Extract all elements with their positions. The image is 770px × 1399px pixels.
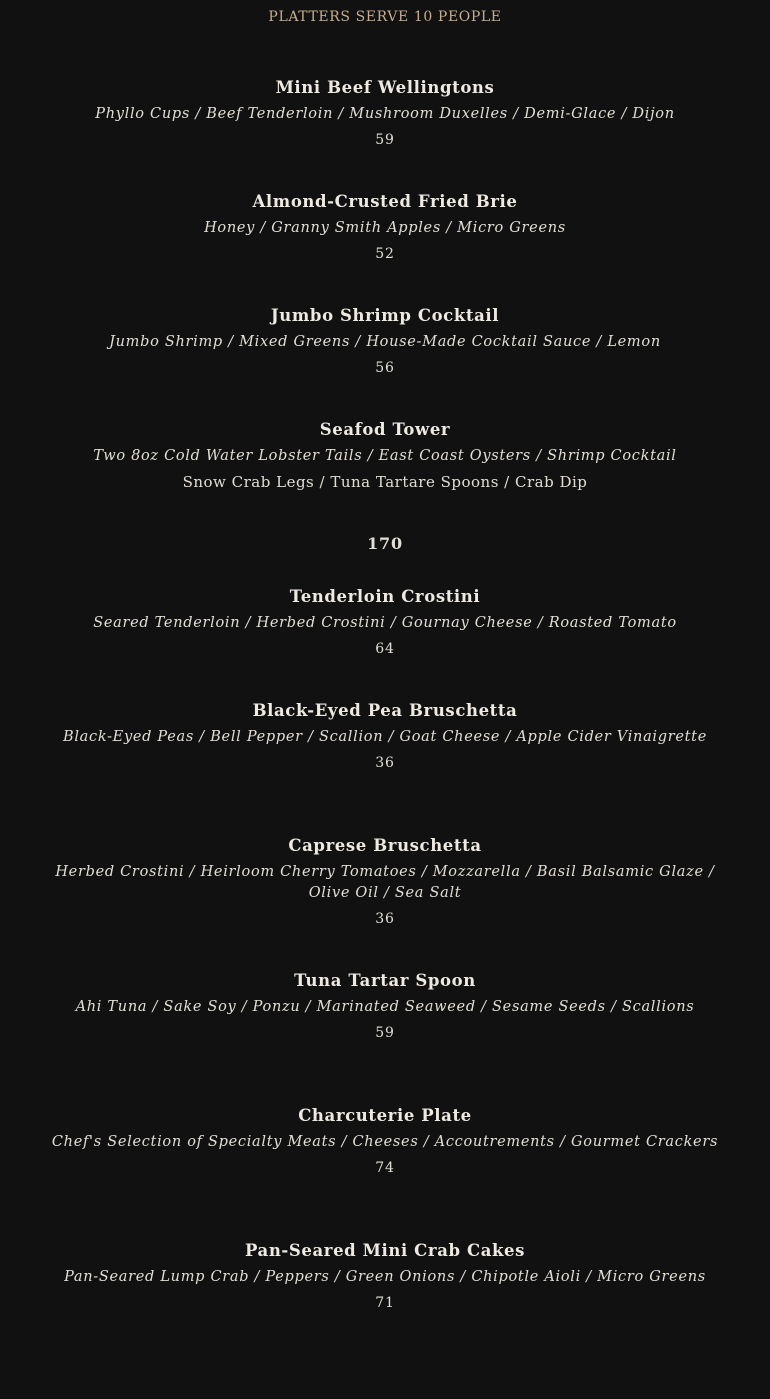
item-description: Phyllo Cups / Beef Tenderloin / Mushroom Duxelles / Demi-Glace / Dijon <box>95 106 675 122</box>
item-title: Charcuterie Plate <box>298 1106 472 1125</box>
item-description: Black-Eyed Peas / Bell Pepper / Scallion / Goat Cheese / Apple Cider Vinaigrette <box>62 729 707 745</box>
item-price: 74 <box>375 1160 395 1176</box>
item-price: 170 <box>367 534 403 553</box>
item-title: Tenderloin Crostini <box>289 587 481 606</box>
item-description: Chef's Selection of Specialty Meats / Cheeses / Accoutrements / Gourmet Crackers <box>51 1134 719 1150</box>
menu-item-tenderloin-crostini <box>50 587 720 658</box>
item-description: Jumbo Shrimp / Mixed Greens / House-Made Cocktail Sauce / Lemon <box>109 334 661 350</box>
item-description: Two 8oz Cold Water Lobster Tails / East Coast Oysters / Shrimp Cocktail <box>93 448 677 464</box>
menu-item-tuna-tartar-spoon <box>50 971 720 1042</box>
seafood-tower-price-row <box>50 535 720 553</box>
item-description: Honey / Granny Smith Apples / Micro Greens <box>204 220 566 236</box>
item-price: 59 <box>375 1025 395 1041</box>
item-title: Pan-Seared Mini Crab Cakes <box>244 1241 526 1260</box>
menu-item-shrimp-cocktail <box>50 306 720 377</box>
item-title: Mini Beef Wellingtons <box>275 78 495 97</box>
item-title: Black-Eyed Pea Bruschetta <box>252 701 518 720</box>
menu-item-caprese-bruschetta <box>50 836 720 928</box>
item-description: Pan-Seared Lump Crab / Peppers / Green Onions / Chipotle Aioli / Micro Greens <box>64 1269 706 1285</box>
item-title: Tuna Tartar Spoon <box>294 971 476 990</box>
menu-item-black-eyed-pea-bruschetta <box>50 701 720 772</box>
item-price: 71 <box>375 1295 395 1311</box>
item-title: Caprese Bruschetta <box>288 836 482 855</box>
menu-item-fried-brie <box>50 192 720 263</box>
item-description-secondary: Snow Crab Legs / Tuna Tartare Spoons / Crab Dip <box>182 473 588 491</box>
menu-item-mini-beef-wellingtons <box>50 78 720 149</box>
platters-header: PLATTERS SERVE 10 PEOPLE <box>268 9 502 25</box>
item-price: 59 <box>375 132 395 148</box>
item-description: Ahi Tuna / Sake Soy / Ponzu / Marinated Seaweed / Sesame Seeds / Scallions <box>75 999 695 1015</box>
item-description: Seared Tenderloin / Herbed Crostini / Gournay Cheese / Roasted Tomato <box>93 615 677 631</box>
item-price: 36 <box>375 755 395 771</box>
item-price: 36 <box>375 911 395 927</box>
item-price: 56 <box>375 360 395 376</box>
item-title: Jumbo Shrimp Cocktail <box>270 306 500 325</box>
menu-item-charcuterie-plate <box>50 1106 720 1177</box>
item-price: 64 <box>375 641 395 657</box>
item-title: Almond-Crusted Fried Brie <box>252 192 518 211</box>
menu-item-seafood-tower <box>50 420 720 493</box>
item-title: Seafod Tower <box>319 420 451 439</box>
item-price: 52 <box>375 246 395 262</box>
menu-item-mini-crab-cakes <box>50 1241 720 1312</box>
item-description: Herbed Crostini / Heirloom Cherry Tomatoes / Mozzarella / Basil Balsamic Glaze / Olive Oil / Sea Salt <box>55 864 715 901</box>
